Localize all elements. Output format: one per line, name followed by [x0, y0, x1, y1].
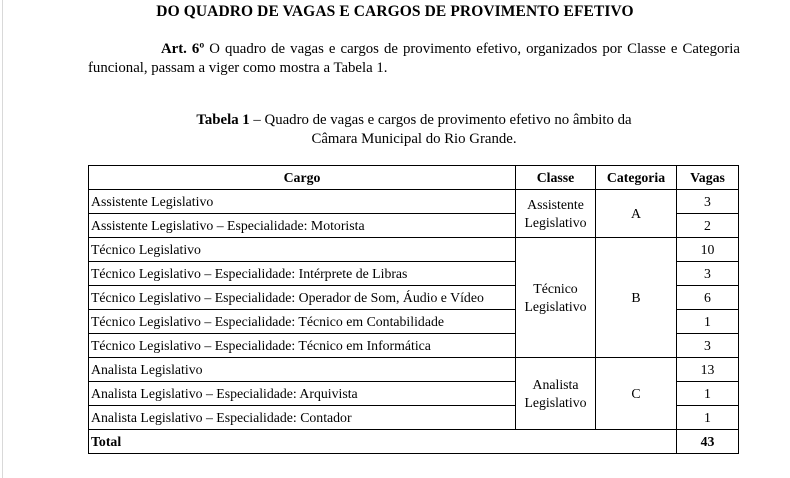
- cell-vagas: 10: [677, 238, 739, 262]
- cell-vagas: 1: [677, 406, 739, 430]
- vacancies-table: [88, 165, 739, 454]
- cell-classe: Analista Legislativo: [516, 358, 596, 430]
- caption-line-2: Câmara Municipal do Rio Grande.: [311, 131, 517, 147]
- cell-cargo: Assistente Legislativo – Especialidade: Motorista: [89, 214, 516, 238]
- cell-cargo: Analista Legislativo – Especialidade: Arquivista: [89, 382, 516, 406]
- table-row: [89, 190, 739, 214]
- cell-cargo: Técnico Legislativo: [89, 238, 516, 262]
- cell-cargo: Assistente Legislativo: [89, 190, 516, 214]
- article-paragraph: [88, 40, 740, 78]
- header-vagas: Vagas: [677, 166, 739, 190]
- article-text: O quadro de vagas e cargos de provimento efetivo, organizados por Classe e Categoria funcional, passam a viger como mostra a Tabela 1.: [88, 41, 740, 76]
- cell-cargo: Analista Legislativo: [89, 358, 516, 382]
- cell-vagas: 3: [677, 262, 739, 286]
- cell-cargo: Técnico Legislativo – Especialidade: Operador de Som, Áudio e Vídeo: [89, 286, 516, 310]
- total-row: [89, 430, 739, 454]
- section-heading: DO QUADRO DE VAGAS E CARGOS DE PROVIMENTO EFETIVO: [156, 3, 634, 20]
- header-categoria: Categoria: [596, 166, 677, 190]
- cell-classe: Técnico Legislativo: [516, 238, 596, 358]
- header-classe: Classe: [516, 166, 596, 190]
- table-caption: [88, 111, 740, 149]
- table-header-row: [89, 166, 739, 190]
- cell-vagas: 13: [677, 358, 739, 382]
- total-vagas: 43: [677, 430, 739, 454]
- cell-cargo: Analista Legislativo – Especialidade: Contador: [89, 406, 516, 430]
- cell-classe: Assistente Legislativo: [516, 190, 596, 238]
- table-row: [89, 238, 739, 262]
- cell-vagas: 3: [677, 334, 739, 358]
- caption-line-1: [88, 111, 740, 130]
- article-label: Art. 6º: [161, 41, 205, 57]
- cell-cargo: Técnico Legislativo – Especialidade: Técnico em Contabilidade: [89, 310, 516, 334]
- table-body: [89, 190, 739, 454]
- page-edge: [2, 0, 3, 478]
- cell-vagas: 3: [677, 190, 739, 214]
- cell-categoria: C: [596, 358, 677, 430]
- caption-label: Tabela 1: [196, 112, 250, 128]
- table-row: [89, 358, 739, 382]
- cell-vagas: 1: [677, 382, 739, 406]
- cell-categoria: B: [596, 238, 677, 358]
- cell-vagas: 6: [677, 286, 739, 310]
- cell-cargo: Técnico Legislativo – Especialidade: Técnico em Informática: [89, 334, 516, 358]
- header-cargo: Cargo: [89, 166, 516, 190]
- cell-cargo: Técnico Legislativo – Especialidade: Intérprete de Libras: [89, 262, 516, 286]
- cell-categoria: A: [596, 190, 677, 238]
- cell-vagas: 1: [677, 310, 739, 334]
- caption-line-1-text: – Quadro de vagas e cargos de provimento efetivo no âmbito da: [249, 112, 632, 128]
- total-label: Total: [89, 430, 677, 454]
- cell-vagas: 2: [677, 214, 739, 238]
